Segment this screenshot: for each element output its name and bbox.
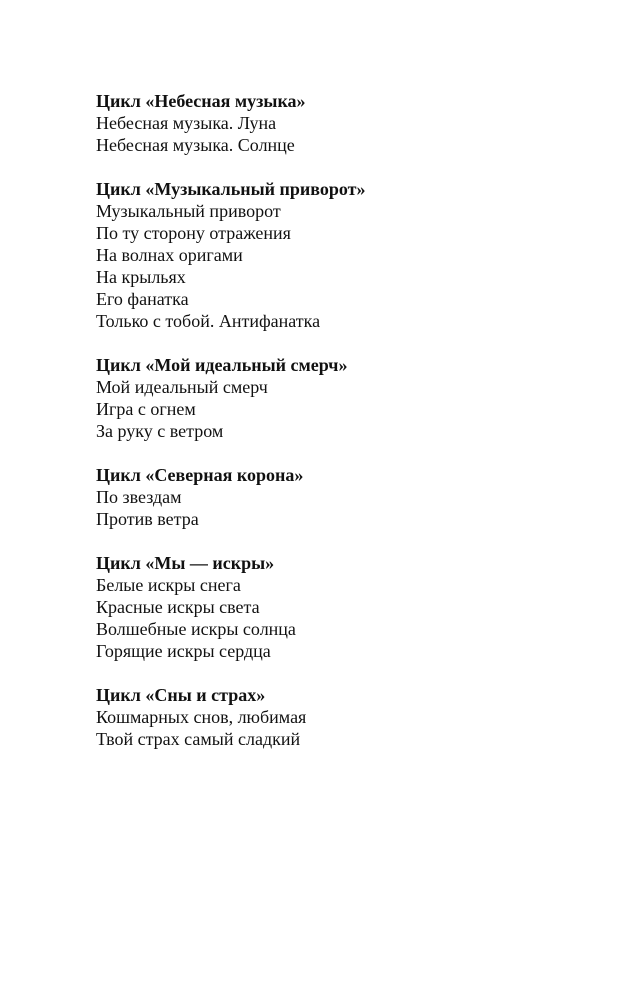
book-title: Красные искры света xyxy=(96,597,260,617)
book-title: За руку с ветром xyxy=(96,421,224,441)
book-title: Горящие искры сердца xyxy=(96,641,271,661)
cycle-title: Цикл «Мой идеальный смерч» xyxy=(96,355,348,375)
book-title: Его фанатка xyxy=(96,289,189,309)
cycle-group xyxy=(96,464,366,530)
book-title: Только с тобой. Антифанатка xyxy=(96,311,321,331)
book-title: На крыльях xyxy=(96,267,186,287)
book-title: Музыкальный приворот xyxy=(96,201,281,221)
book-title: Небесная музыка. Луна xyxy=(96,113,277,133)
book-title: Мой идеальный смерч xyxy=(96,377,268,397)
book-title: Игра с огнем xyxy=(96,399,196,419)
cycle-group xyxy=(96,90,366,156)
cycle-title: Цикл «Небесная музыка» xyxy=(96,91,306,111)
cycle-group xyxy=(96,354,366,442)
book-title: Белые искры снега xyxy=(96,575,241,595)
cycle-title: Цикл «Музыкальный приворот» xyxy=(96,179,366,199)
cycle-title: Цикл «Сны и страх» xyxy=(96,685,266,705)
book-title: Твой страх самый сладкий xyxy=(96,729,301,749)
cycle-title: Цикл «Мы — искры» xyxy=(96,553,275,573)
book-title: Небесная музыка. Солнце xyxy=(96,135,295,155)
book-title: На волнах оригами xyxy=(96,245,243,265)
book-title: Против ветра xyxy=(96,509,199,529)
book-title: По ту сторону отражения xyxy=(96,223,291,243)
cycle-group xyxy=(96,552,366,662)
cycle-title: Цикл «Северная корона» xyxy=(96,465,304,485)
cycle-group xyxy=(96,178,366,332)
book-title: Кошмарных снов, любимая xyxy=(96,707,307,727)
book-title: По звездам xyxy=(96,487,182,507)
book-title: Волшебные искры солнца xyxy=(96,619,296,639)
book-series-list xyxy=(96,90,366,772)
cycle-group xyxy=(96,684,366,750)
